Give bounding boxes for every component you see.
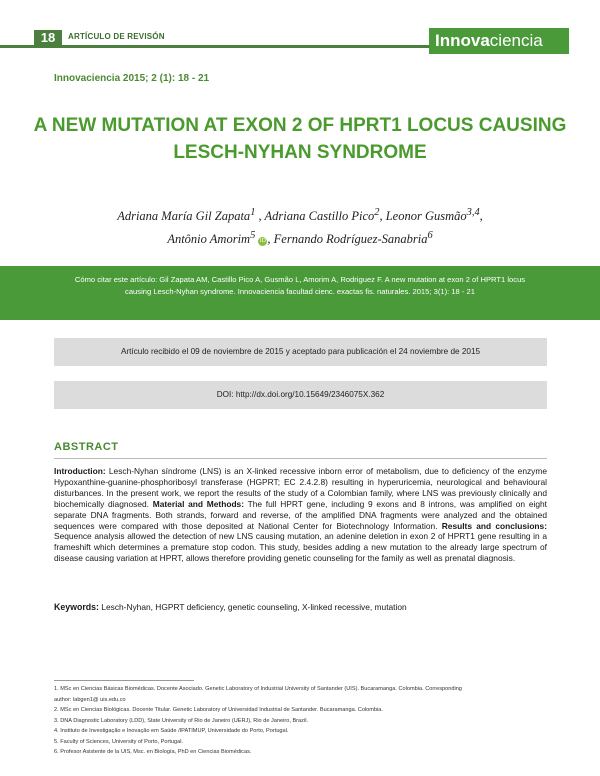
abstract-divider bbox=[54, 458, 547, 459]
abstract-intro-text: Lesch-Nyhan síndrome (LNS) is an X-linked recessive inborn error of metabolism, due to deficiency of the enzyme Hypoxanthine-guanine-phosphoribosyl transferase (HGPRT; EC 2.4.2.8) resulting in hyperuricemia, neurological and behavioural disturbances. In the present work, we report the results of the study of a Colombian family, where LNS was previously clinically and biochemically diagnosed. bbox=[54, 466, 547, 509]
author-name: Leonor Gusmão bbox=[385, 209, 467, 224]
footnote: 6. Profesor Asistente de la UIS, Msc. en Biología, PhD en Ciencias Biomédicas. bbox=[54, 749, 252, 755]
abstract-results-label: Results and conclusions: bbox=[441, 520, 547, 531]
author-name: Adriana María Gil Zapata bbox=[117, 209, 251, 224]
journal-logo bbox=[429, 28, 569, 54]
author-name: Adriana Castillo Pico bbox=[264, 209, 375, 224]
footnote-divider bbox=[54, 680, 194, 681]
how-to-cite-text: Cómo citar este artículo: Gil Zapata AM, Castillo Pico A, Gusmão L, Amorim A, Rodriguez F. A new mutation at exon 2 of HPRT1 locus causing Lesch-Nyhan syndrome. Innovaciencia facultad cienc. exactas fis. naturales. 2015; 3(1): 18 - 21 bbox=[74, 275, 526, 296]
keywords-text: Lesch-Nyhan, HGPRT deficiency, genetic counseling, X-linked recessive, mutation bbox=[98, 602, 407, 612]
footnote: 2. MSc en Ciencias Biológicas. Docente Titular. Genetic Laboratory of Universidad Industrial de Santander. Bucaramanga. Colombia. bbox=[54, 707, 383, 713]
journal-citation: Innovaciencia 2015; 2 (1): 18 - 21 bbox=[54, 73, 210, 84]
author-list bbox=[60, 203, 540, 249]
section-label: ARTÍCULO DE REVISÓN bbox=[68, 32, 165, 41]
logo-part-bold: Innova bbox=[435, 31, 490, 50]
author-separator: , bbox=[379, 209, 386, 224]
footnote: author: labgen1@ uis.edu.co bbox=[54, 696, 126, 703]
keywords bbox=[54, 602, 547, 612]
author-separator: , bbox=[267, 232, 274, 247]
author-affiliation: 2 bbox=[374, 207, 380, 218]
footnote: 3. DNA Diagnostic Laboratory (LDD), State University of Rio de Janeiro (UERJ), Rio de Janeiro, Brazil. bbox=[54, 717, 308, 724]
author-affiliation: 5 bbox=[250, 230, 256, 242]
footnotes bbox=[54, 684, 547, 758]
page-number: 18 bbox=[34, 30, 62, 46]
doi-link[interactable]: DOI: http://dx.doi.org/10.15649/2346075X.362 bbox=[54, 381, 547, 409]
header-rule bbox=[0, 45, 430, 48]
footnote: 1. MSc en Ciencias Básicas Biomédicas. Docente Asociado. Genetic Laboratory of Industrial University of Santander (UIS). Bucaramanga. Colombia. Corresponding bbox=[54, 686, 462, 692]
abstract-results-text: Sequence analysis allowed the detection of new LNS causing mutation, an adenine deletion in exon 2 of HPRT1 gene resulting in a frameshift which determines a premature stop codon. This study, besides adding a new mutation to the already large spectrum of disease causing variation at HPRT, allows therefore providing genetic counseling for the family as well as prenatal diagnosis. bbox=[54, 531, 547, 564]
article-title: A NEW MUTATION AT EXON 2 OF HPRT1 LOCUS CAUSING LESCH-NYHAN SYNDROME bbox=[33, 115, 567, 163]
footnote: 5. Faculty of Sciences, University of Porto, Portugal. bbox=[54, 738, 184, 745]
page-header bbox=[0, 0, 600, 70]
received-date-box: Artículo recibido el 09 de noviembre de 2015 y aceptado para publicación el 24 noviembre de 2015 bbox=[54, 338, 547, 366]
abstract-heading: ABSTRACT bbox=[54, 441, 119, 453]
author-affiliation: 3,4 bbox=[466, 207, 480, 218]
abstract-body bbox=[54, 466, 547, 564]
author-affiliation: 1 bbox=[250, 207, 256, 218]
author-separator: , bbox=[479, 209, 483, 224]
abstract-methods-text: The full HPRT gene, including 9 exons and 8 introns, was amplified on eight separate DNA fragments. Both strands, forward and reverse, of the amplified DNA fragments were analyzed and the obtained sequences were compared with those deposited at National Center for Biotechnology Information. bbox=[54, 498, 547, 531]
keywords-label: Keywords: bbox=[54, 602, 99, 612]
author-separator: , bbox=[255, 209, 265, 224]
author-name: Fernando Rodríguez-Sanabria bbox=[273, 232, 428, 247]
author-affiliation: 6 bbox=[427, 230, 433, 242]
abstract-intro-label: Introduction: bbox=[54, 466, 106, 476]
footnote: 4. Instituto de Investigação e Inovação em Saúde /IPATIMUP, Universidade do Porto, Portugal. bbox=[54, 728, 289, 734]
orcid-icon[interactable]: iD bbox=[259, 238, 266, 245]
abstract-methods-label: Material and Methods: bbox=[152, 498, 245, 509]
how-to-cite-band bbox=[0, 266, 600, 320]
logo-part-regular: ciencia bbox=[489, 31, 543, 50]
author-name: Antônio Amorim bbox=[167, 232, 251, 247]
